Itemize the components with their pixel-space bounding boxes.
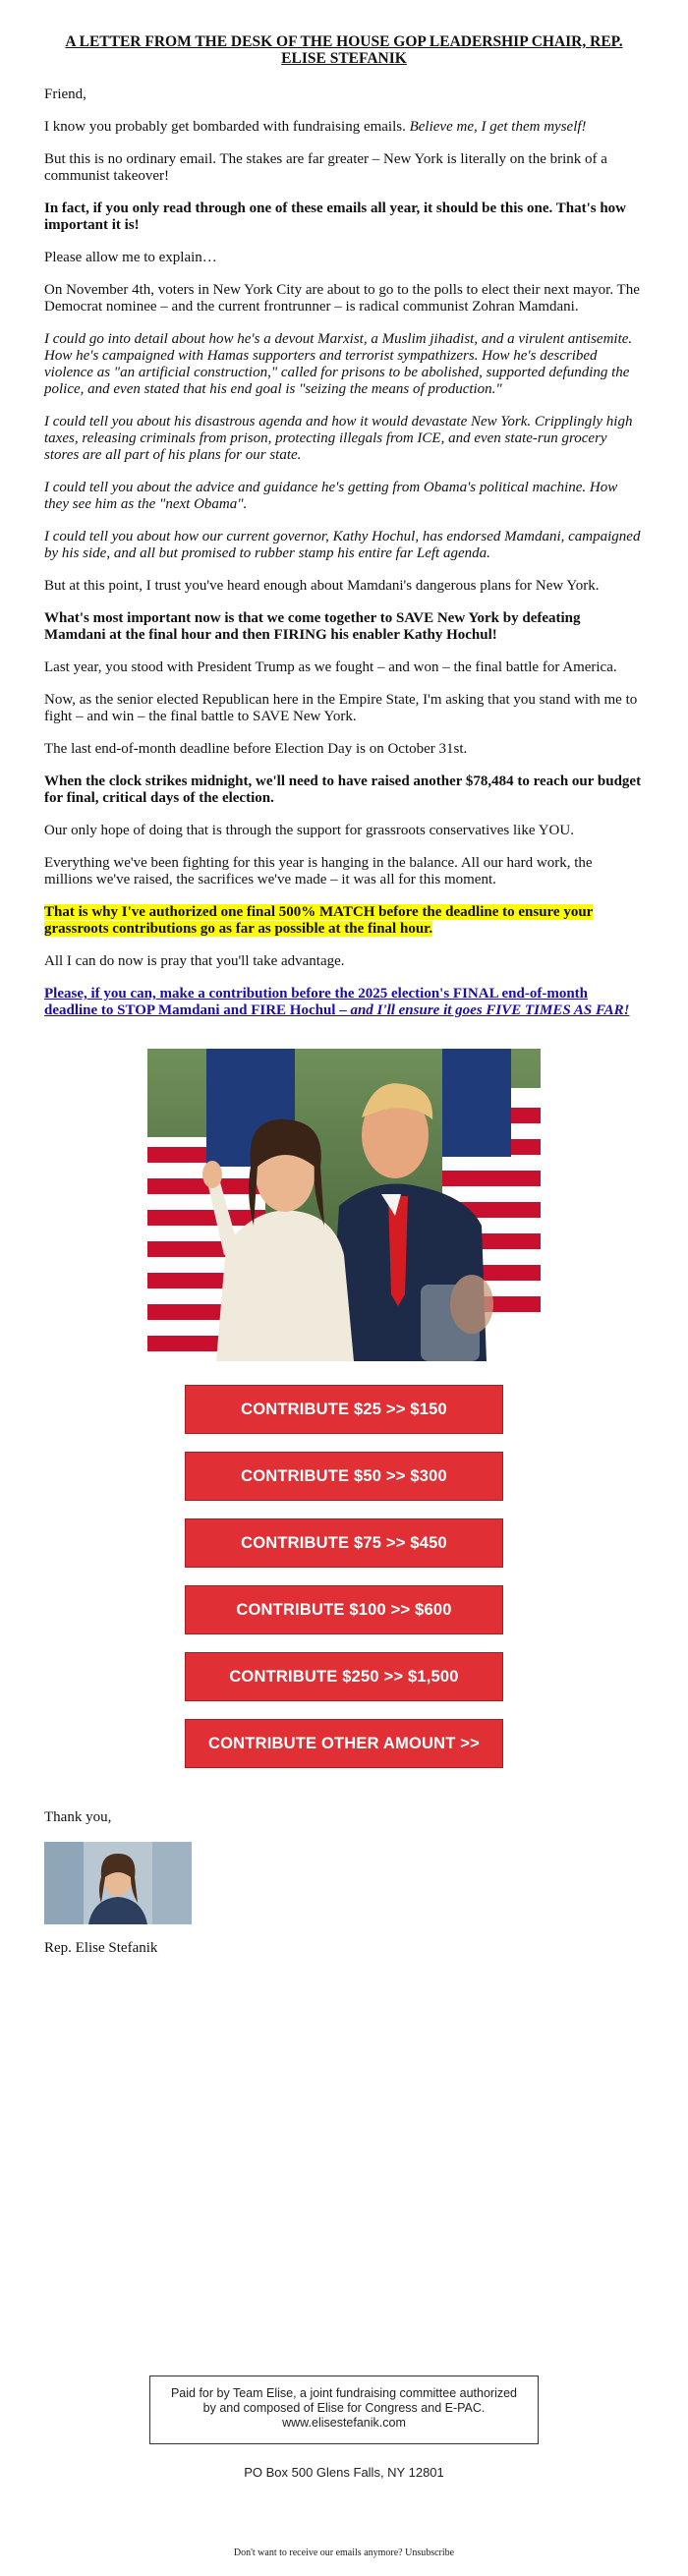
cta-link-text: Please, if you can, make a contribution before the 2025 election's FINAL end-of-month deadline to STOP Mamdani and FIRE Hochul –: [44, 986, 589, 1018]
unsubscribe-line: [0, 2547, 688, 2558]
unsubscribe-link[interactable]: Don't want to receive our emails anymore? Unsubscribe: [233, 2547, 455, 2558]
thanks-text: Thank you,: [44, 1809, 112, 1825]
contribute-100-button[interactable]: CONTRIBUTE $100 >> $600: [185, 1585, 503, 1634]
paragraph-1: [44, 119, 644, 136]
cta-paragraph: [44, 986, 644, 1019]
paragraph-7: I could tell you about his disastrous agenda and how it would devastate New York. Cripplingly high taxes, releasing criminals from prison, protecting illegals from ICE, and even state-run grocery stores are all part of his plans for our state.: [44, 414, 633, 463]
paragraph-18: [44, 904, 644, 938]
cta-link-emphasis: and I'll ensure it goes FIVE TIMES AS FAR!: [350, 1002, 630, 1018]
paragraph-1-emphasis: Believe me, I get them myself!: [409, 119, 587, 135]
paragraph-6: I could go into detail about how he's a devout Marxist, a Muslim jihadist, and a virulent antisemite. How he's campaigned with Hamas supporters and terrorist sympathizers. How he's described violence as "an artificial construction," called for prisons to be abolished, supported defunding the police, and even stated that his end goal is "seizing the means of production.": [44, 331, 633, 397]
signature-photo: [44, 1842, 192, 1924]
contribute-250-button[interactable]: CONTRIBUTE $250 >> $1,500: [185, 1652, 503, 1701]
contribute-50-button[interactable]: CONTRIBUTE $50 >> $300: [185, 1452, 503, 1501]
paragraph-12: Last year, you stood with President Trump as we fought – and won – the final battle for America.: [44, 659, 617, 675]
paragraph-11: What's most important now is that we come together to SAVE New York by defeating Mamdani at the final hour and then FIRING his enabler Kathy Hochul!: [44, 610, 581, 643]
paragraph-4: Please allow me to explain…: [44, 250, 217, 265]
paid-for-box: Paid for by Team Elise, a joint fundraising committee authorized by and composed of Elise for Congress and E-PAC. www.elisestefanik.com: [149, 2376, 539, 2444]
paragraph-13: Now, as the senior elected Republican here in the Empire State, I'm asking that you stand with me to fight – and win – the final battle to SAVE New York.: [44, 692, 638, 724]
signature-name: Rep. Elise Stefanik: [44, 1940, 158, 1956]
greeting: Friend,: [44, 86, 86, 102]
photo-illustration: [147, 1049, 541, 1361]
mailing-address: PO Box 500 Glens Falls, NY 12801: [244, 2465, 444, 2480]
paragraph-17: Everything we've been fighting for this year is hanging in the balance. All our hard work, the millions we've raised, the sacrifices we've made – it was all for this moment.: [44, 855, 593, 887]
paragraph-19: All I can do now is pray that you'll take advantage.: [44, 953, 345, 969]
paragraph-5: On November 4th, voters in New York City are about to go to the polls to elect their next mayor. The Democrat nominee – and the current frontrunner – is radical communist Zohran Mamdani.: [44, 282, 640, 315]
letter-title: A LETTER FROM THE DESK OF THE HOUSE GOP LEADERSHIP CHAIR, REP. ELISE STEFANIK: [65, 33, 623, 67]
paragraph-14: The last end-of-month deadline before Election Day is on October 31st.: [44, 741, 468, 757]
paragraph-8: I could tell you about the advice and guidance he's getting from Obama's political machine. How they see him as the "next Obama".: [44, 480, 618, 512]
signature-photo-illustration: [44, 1842, 192, 1924]
contribute-other-button[interactable]: CONTRIBUTE OTHER AMOUNT >>: [185, 1719, 503, 1768]
contribute-75-button[interactable]: CONTRIBUTE $75 >> $450: [185, 1518, 503, 1568]
email-body: [44, 0, 644, 1957]
paragraph-1-text: I know you probably get bombarded with fundraising emails.: [44, 119, 410, 135]
paragraph-10: But at this point, I trust you've heard enough about Mamdani's dangerous plans for New York.: [44, 578, 600, 594]
paragraph-15: When the clock strikes midnight, we'll need to have raised another $78,484 to reach our budget for final, critical days of the election.: [44, 773, 642, 806]
highlighted-match-text: That is why I've authorized one final 500% MATCH before the deadline to ensure your grassroots contributions go as far as possible at the final hour.: [44, 904, 594, 937]
stefanik-trump-photo[interactable]: [147, 1049, 541, 1361]
paragraph-2: But this is no ordinary email. The stakes are far greater – New York is literally on the brink of a communist takeover!: [44, 151, 607, 184]
paragraph-3: In fact, if you only read through one of these emails all year, it should be this one. That's how important it is!: [44, 200, 627, 233]
cta-link[interactable]: [44, 986, 629, 1018]
paragraph-9: I could tell you about how our current governor, Kathy Hochul, has endorsed Mamdani, campaigned by his side, and all but promised to rubber stamp his entire far Left agenda.: [44, 529, 641, 561]
paragraph-16: Our only hope of doing that is through the support for grassroots conservatives like YOU.: [44, 823, 574, 838]
contribution-buttons: [44, 1385, 644, 1768]
contribute-25-button[interactable]: CONTRIBUTE $25 >> $150: [185, 1385, 503, 1434]
